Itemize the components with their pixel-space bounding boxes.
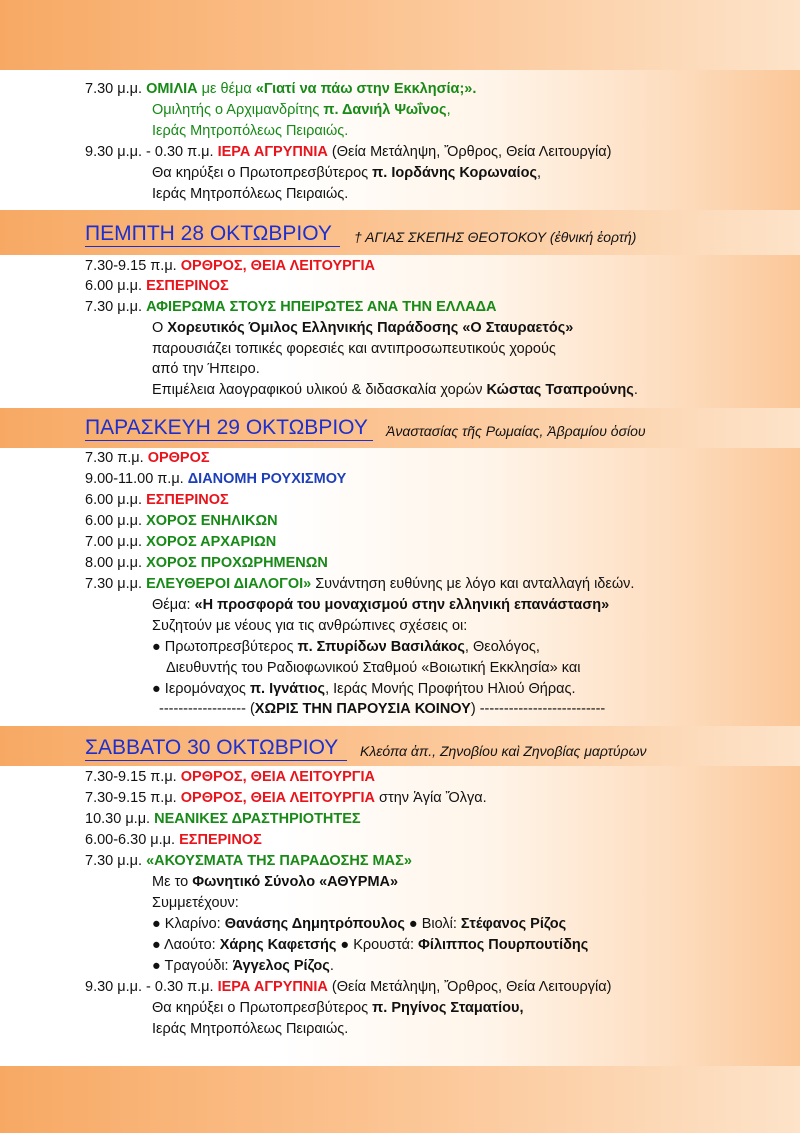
- bullet-item: [152, 957, 334, 976]
- description-line: Διευθυντής του Ραδιοφωνικού Σταθμού «Βοιωτική Εκκλησία» και: [166, 660, 581, 676]
- event-text: στην Ἁγία Ὄλγα.: [375, 790, 487, 806]
- schedule-line: [85, 768, 375, 787]
- schedule-line: [85, 80, 476, 99]
- description-line: Συμμετέχουν:: [152, 895, 239, 911]
- event-title: ΕΣΠΕΡΙΝΟΣ: [146, 278, 229, 294]
- person-name: π. Ιγνάτιος: [249, 681, 326, 697]
- schedule-line: [85, 277, 229, 296]
- preacher-affiliation: Ιεράς Μητροπόλεως Πειραιώς.: [152, 1021, 349, 1037]
- feast-thursday: † ΑΓΙΑΣ ΣΚΕΠΗΣ ΘΕΟΤΟΚΟΥ (ἐθνική ἑορτή): [354, 229, 637, 245]
- preacher-name: π. Ρηγίνος Σταματίου,: [372, 1000, 524, 1016]
- text: ------------------ (: [159, 701, 255, 717]
- event-title: ΟΡΘΡΟΣ, ΘΕΙΑ ΛΕΙΤΟΥΡΓΙΑ: [180, 790, 376, 806]
- event-title: ΕΣΠΕΡΙΝΟΣ: [146, 492, 229, 508]
- feast-friday: Ἀναστασίας τῆς Ρωμαίας, Ἀβραμίου ὁσίου: [386, 423, 646, 439]
- text: Με το: [152, 874, 193, 890]
- description-line: [152, 381, 638, 400]
- schedule-line: [85, 789, 487, 808]
- time: 7.30-9.15 π.μ.: [85, 258, 177, 274]
- schedule-line: [85, 533, 276, 552]
- schedule-line: [85, 491, 229, 510]
- notice: ΧΩΡΙΣ ΤΗΝ ΠΑΡΟΥΣΙΑ ΚΟΙΝΟΥ: [254, 701, 471, 717]
- event-text: Συνάντηση ευθύνης με λόγο και ανταλλαγή ιδεών.: [311, 576, 635, 592]
- bullet-item: [152, 936, 588, 955]
- group-name: Φωνητικό Σύνολο «ΑΘΥΡΜΑ»: [192, 874, 399, 890]
- time: 7.30 π.μ.: [85, 450, 144, 466]
- event-title: «ΑΚΟΥΣΜΑΤΑ ΤΗΣ ΠΑΡΑΔΟΣΗΣ ΜΑΣ»: [146, 853, 412, 869]
- event-title: ΟΜΙΛΙΑ: [146, 81, 198, 97]
- time: 9.30 μ.μ. - 0.30 π.μ.: [85, 979, 214, 995]
- description-line: Συζητούν με νέους για τις ανθρώπινες σχέσεις οι:: [152, 618, 468, 634]
- person-name: π. Σπυρίδων Βασιλάκος: [297, 639, 465, 655]
- text: Επιμέλεια λαογραφικού υλικού & διδασκαλία χορών: [152, 382, 487, 398]
- text: ,: [537, 165, 542, 181]
- person-name: Θανάσης Δημητρόπουλος: [224, 916, 405, 932]
- schedule-line: [85, 554, 328, 573]
- group-name: Χορευτικός Όμιλος Ελληνικής Παράδοσης «Ο Σταυραετός»: [167, 320, 574, 336]
- time: 6.00 μ.μ.: [85, 513, 143, 529]
- topic: «Η προσφορά του μοναχισμού στην ελληνική επανάσταση»: [194, 597, 610, 613]
- bottom-band: [0, 1066, 800, 1133]
- text: .: [329, 958, 334, 974]
- time: 7.30 μ.μ.: [85, 299, 143, 315]
- time: 7.30-9.15 π.μ.: [85, 769, 177, 785]
- time: 10.30 μ.μ.: [85, 811, 151, 827]
- event-title: ΙΕΡΑ ΑΓΡΥΠΝΙΑ: [217, 144, 328, 160]
- schedule-line: [85, 852, 412, 871]
- bullet-item: [152, 638, 540, 657]
- event-title: ΔΙΑΝΟΜΗ ΡΟΥΧΙΣΜΟΥ: [187, 471, 347, 487]
- text: ● Κρουστά:: [336, 937, 419, 953]
- text: , Θεολόγος,: [464, 639, 540, 655]
- text: ● Τραγούδι:: [152, 958, 233, 974]
- schedule-line: [85, 257, 375, 276]
- person-name: Κώστας Τσαπρούνης: [486, 382, 634, 398]
- time: 7.30 μ.μ.: [85, 853, 143, 869]
- event-title: ΕΣΠΕΡΙΝΟΣ: [179, 832, 262, 848]
- header-underline: [85, 760, 347, 761]
- event-text: με θέμα: [197, 81, 256, 97]
- person-name: Φίλιππος Πουρπουτίδης: [418, 937, 589, 953]
- speaker-affiliation: Ιεράς Μητροπόλεως Πειραιώς.: [152, 123, 349, 139]
- preacher-affiliation: Ιεράς Μητροπόλεως Πειραιώς.: [152, 186, 349, 202]
- text: Θέμα:: [152, 597, 195, 613]
- schedule-line: [85, 143, 611, 162]
- text: Ομιλητής ο Αρχιμανδρίτης: [152, 102, 324, 118]
- description-line: [152, 319, 573, 338]
- event-title: ΟΡΘΡΟΣ: [147, 450, 210, 466]
- event-title: ΝΕΑΝΙΚΕΣ ΔΡΑΣΤΗΡΙΟΤΗΤΕΣ: [154, 811, 361, 827]
- event-title: ΙΕΡΑ ΑΓΡΥΠΝΙΑ: [217, 979, 328, 995]
- time: 7.00 μ.μ.: [85, 534, 143, 550]
- text: ● Κλαρίνο:: [152, 916, 225, 932]
- schedule-line: [85, 575, 634, 594]
- description-line: από την Ήπειρο.: [152, 361, 260, 377]
- event-title: ΧΟΡΟΣ ΠΡΟΧΩΡΗΜΕΝΩΝ: [146, 555, 328, 571]
- schedule-line: [85, 449, 210, 468]
- text: ● Λαούτο:: [152, 937, 220, 953]
- preacher-line: [152, 999, 523, 1018]
- preacher-line: [152, 164, 541, 183]
- time: 7.30 μ.μ.: [85, 576, 143, 592]
- time: 8.00 μ.μ.: [85, 555, 143, 571]
- text: ● Πρωτοπρεσβύτερος: [152, 639, 298, 655]
- text: .: [633, 382, 638, 398]
- schedule-line: [85, 810, 361, 829]
- person-name: Χάρης Καφετσής: [219, 937, 337, 953]
- day-header-thursday: ΠΕΜΠΤΗ 28 ΟΚΤΩΒΡΙΟΥ: [85, 222, 332, 245]
- time: 9.30 μ.μ. - 0.30 π.μ.: [85, 144, 214, 160]
- text: Ο: [152, 320, 168, 336]
- schedule-line: [85, 978, 611, 997]
- event-title: ΕΛΕΥΘΕΡΟΙ ΔΙΑΛΟΓΟΙ»: [146, 576, 312, 592]
- description-line: [152, 596, 609, 615]
- event-title: ΟΡΘΡΟΣ, ΘΕΙΑ ΛΕΙΤΟΥΡΓΙΑ: [180, 258, 376, 274]
- schedule-line: [85, 298, 497, 317]
- event-topic: «Γιατί να πάω στην Εκκλησία;».: [255, 81, 477, 97]
- text: Θα κηρύξει ο Πρωτοπρεσβύτερος: [152, 1000, 373, 1016]
- speaker-line: [152, 101, 451, 120]
- day-header-saturday: ΣΑΒΒΑΤΟ 30 ΟΚΤΩΒΡΙΟΥ: [85, 736, 339, 759]
- top-band: [0, 0, 800, 70]
- bullet-item: [152, 915, 566, 934]
- time: 9.00-11.00 π.μ.: [85, 471, 184, 487]
- text: ,: [446, 102, 451, 118]
- text: , Ιεράς Μονής Προφήτου Ηλιού Θήρας.: [325, 681, 576, 697]
- bullet-item: [152, 680, 576, 699]
- header-underline: [85, 440, 373, 441]
- day-header-friday: ΠΑΡΑΣΚΕΥΗ 29 ΟΚΤΩΒΡΙΟΥ: [85, 416, 368, 439]
- event-text: (Θεία Μετάληψη, Ὄρθρος, Θεία Λειτουργία): [327, 979, 612, 995]
- notice-line: [159, 700, 605, 719]
- text: Θα κηρύξει ο Πρωτοπρεσβύτερος: [152, 165, 373, 181]
- event-title: ΑΦΙΕΡΩΜΑ ΣΤΟΥΣ ΗΠΕΙΡΩΤΕΣ ΑΝΑ ΤΗΝ ΕΛΛΑΔΑ: [146, 299, 497, 315]
- schedule-line: [85, 831, 262, 850]
- person-name: Στέφανος Ρίζος: [460, 916, 567, 932]
- event-title: ΟΡΘΡΟΣ, ΘΕΙΑ ΛΕΙΤΟΥΡΓΙΑ: [180, 769, 376, 785]
- time: 6.00-6.30 μ.μ.: [85, 832, 176, 848]
- speaker-name: π. Δανιήλ Ψωΐνος: [323, 102, 447, 118]
- event-text: (Θεία Μετάληψη, Ὄρθρος, Θεία Λειτουργία): [327, 144, 612, 160]
- description-line: παρουσιάζει τοπικές φορεσιές και αντιπροσωπευτικούς χορούς: [152, 341, 556, 357]
- time: 7.30 μ.μ.: [85, 81, 143, 97]
- header-underline: [85, 246, 340, 247]
- time: 6.00 μ.μ.: [85, 492, 143, 508]
- person-name: Άγγελος Ρίζος: [232, 958, 330, 974]
- description-line: [152, 873, 398, 892]
- feast-saturday: Κλεόπα ἀπ., Ζηνοβίου καὶ Ζηνοβίας μαρτύρων: [360, 743, 647, 759]
- event-title: ΧΟΡΟΣ ΑΡΧΑΡΙΩΝ: [146, 534, 277, 550]
- preacher-name: π. Ιορδάνης Κορωναίος: [372, 165, 537, 181]
- time: 7.30-9.15 π.μ.: [85, 790, 177, 806]
- text: ) --------------------------: [470, 701, 606, 717]
- text: ● Ιερομόναχος: [152, 681, 250, 697]
- schedule-line: [85, 470, 346, 489]
- event-title: ΧΟΡΟΣ ΕΝΗΛΙΚΩΝ: [146, 513, 278, 529]
- schedule-line: [85, 512, 278, 531]
- text: ● Βιολί:: [404, 916, 461, 932]
- time: 6.00 μ.μ.: [85, 278, 143, 294]
